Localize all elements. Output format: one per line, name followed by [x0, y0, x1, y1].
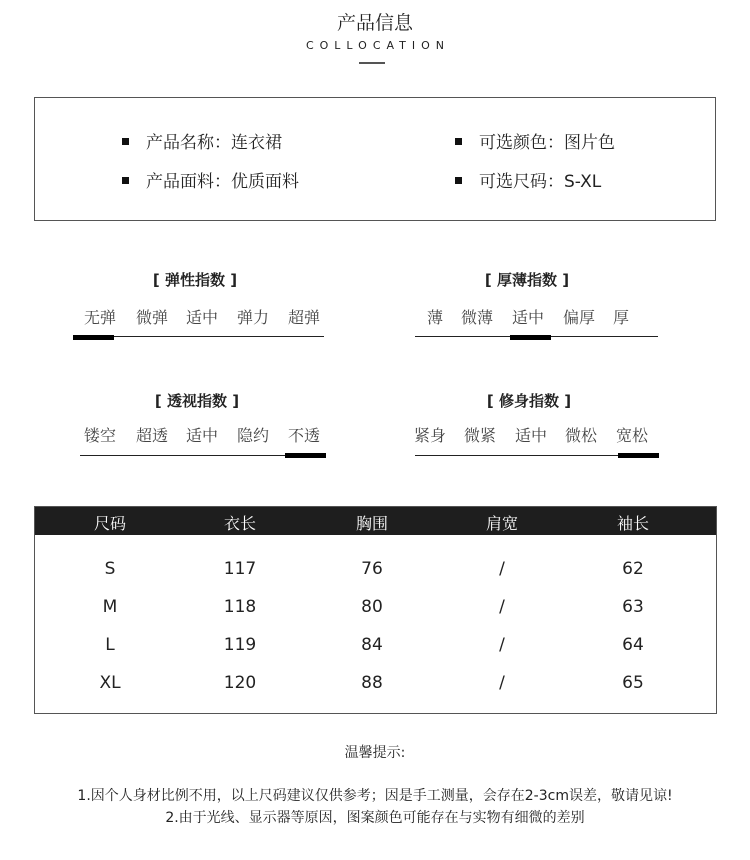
- note-item: 2.由于光线、显示器等原因，图案颜色可能存在与实物有细微的差别: [165, 810, 585, 826]
- table-cell: L: [105, 635, 115, 655]
- bullet-icon: [455, 177, 462, 184]
- table-cell: M: [102, 597, 118, 617]
- elasticity-option: 适中: [186, 308, 219, 327]
- column-header: 肩宽: [485, 514, 518, 533]
- table-cell: 62: [622, 559, 644, 579]
- size-table: [34, 506, 717, 714]
- thickness-selected-marker: [510, 335, 551, 340]
- thickness-option: 偏厚: [563, 308, 596, 327]
- table-row: [35, 559, 716, 583]
- table-row: [35, 635, 716, 659]
- size-table-header: [35, 507, 716, 535]
- info-item-fabric: [122, 167, 299, 192]
- info-name-text: 产品名称：连衣裙: [146, 133, 282, 153]
- table-cell: S: [104, 559, 116, 579]
- table-cell: 65: [622, 673, 644, 693]
- fit-scale: [410, 423, 670, 447]
- table-cell: /: [499, 559, 505, 579]
- table-cell: 76: [361, 559, 383, 579]
- column-header: 衣长: [223, 514, 256, 533]
- table-cell: 118: [223, 597, 257, 617]
- table-cell: 80: [361, 597, 383, 617]
- thickness-scale: [415, 305, 675, 329]
- info-item-size: [455, 167, 601, 192]
- info-item-color: [455, 128, 615, 153]
- fit-option: 紧身: [414, 426, 447, 445]
- table-cell: 88: [361, 673, 383, 693]
- note-item: 1.因个人身材比例不用，以上尺码建议仅供参考；因是手工测量，会存在2-3cm误差，敬请见谅!: [77, 788, 673, 804]
- elasticity-option: 超弹: [288, 308, 321, 327]
- info-item-name: [122, 128, 282, 153]
- fit-selected-marker: [618, 453, 659, 458]
- page-title: 产品信息: [336, 12, 413, 34]
- thickness-option: 厚: [613, 308, 630, 327]
- fit-option: 微松: [565, 426, 598, 445]
- table-cell: 64: [622, 635, 644, 655]
- column-header: 袖长: [616, 514, 649, 533]
- fit-option: 微紧: [464, 426, 497, 445]
- transparency-option: 镂空: [84, 426, 117, 445]
- transparency-selected-marker: [285, 453, 326, 458]
- transparency-index-title: [ 透视指数 ]: [154, 392, 240, 410]
- thickness-option: 适中: [512, 308, 545, 327]
- thickness-index-title: [ 厚薄指数 ]: [484, 271, 570, 289]
- title-divider: [359, 62, 385, 64]
- thickness-option: 薄: [427, 308, 444, 327]
- elasticity-option: 弹力: [237, 308, 270, 327]
- info-fabric-text: 产品面料：优质面料: [146, 172, 299, 192]
- page-subtitle: COLLOCATION: [305, 39, 451, 52]
- table-row: [35, 597, 716, 621]
- product-info-box: [34, 97, 716, 221]
- elasticity-selected-marker: [73, 335, 114, 340]
- fit-option: 宽松: [616, 426, 649, 445]
- table-cell: 84: [361, 635, 383, 655]
- table-cell: 120: [223, 673, 257, 693]
- elasticity-scale: [70, 305, 330, 329]
- bullet-icon: [455, 138, 462, 145]
- transparency-option: 适中: [186, 426, 219, 445]
- table-cell: 63: [622, 597, 644, 617]
- fit-option: 适中: [515, 426, 548, 445]
- column-header: 尺码: [93, 514, 126, 533]
- elasticity-option: 微弹: [136, 308, 169, 327]
- notes-title: 温馨提示:: [344, 745, 406, 761]
- table-cell: 119: [223, 635, 257, 655]
- info-color-text: 可选颜色：图片色: [479, 133, 615, 153]
- table-row: [35, 673, 716, 697]
- table-cell: XL: [99, 673, 121, 693]
- elasticity-option: 无弹: [84, 308, 117, 327]
- info-size-text: 可选尺码：S-XL: [479, 172, 602, 192]
- bullet-icon: [122, 177, 129, 184]
- transparency-option: 超透: [136, 426, 169, 445]
- elasticity-index-title: [ 弹性指数 ]: [152, 271, 238, 289]
- table-cell: /: [499, 597, 505, 617]
- table-cell: /: [499, 635, 505, 655]
- fit-index-title: [ 修身指数 ]: [486, 392, 572, 410]
- bullet-icon: [122, 138, 129, 145]
- transparency-option: 不透: [288, 426, 321, 445]
- table-cell: 117: [223, 559, 257, 579]
- transparency-scale: [70, 423, 330, 447]
- transparency-option: 隐约: [237, 426, 270, 445]
- thickness-option: 微薄: [461, 308, 494, 327]
- table-cell: /: [499, 673, 505, 693]
- column-header: 胸围: [355, 514, 388, 533]
